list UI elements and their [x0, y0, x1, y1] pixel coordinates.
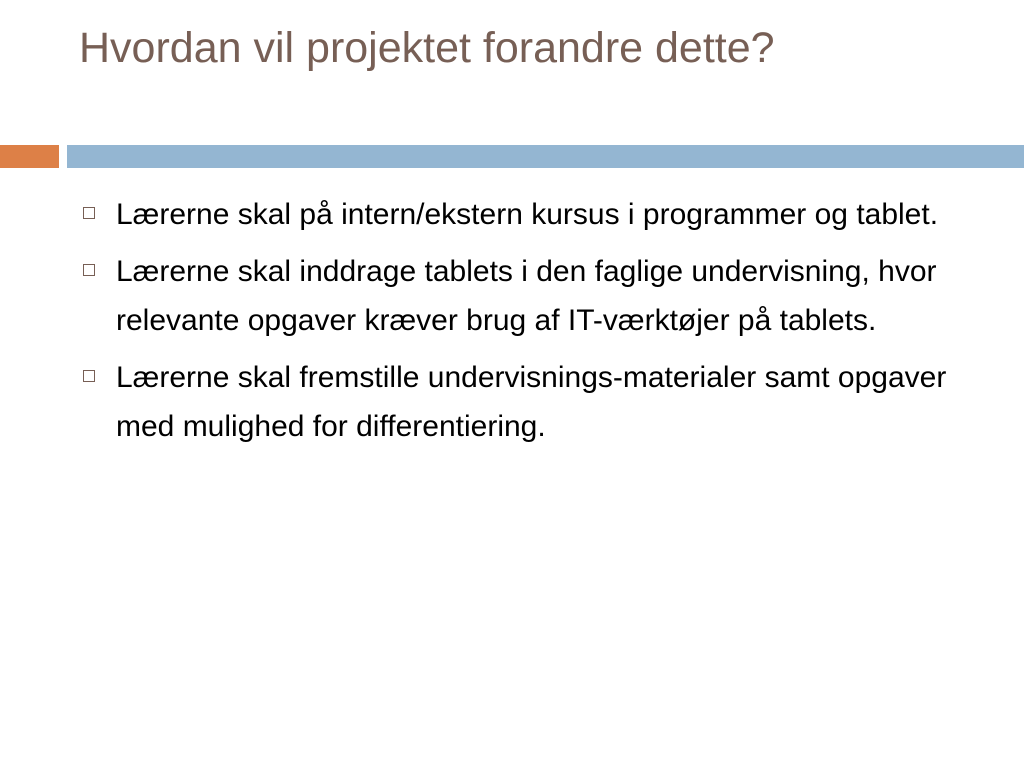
bullet-square-icon [83, 370, 95, 382]
bullet-text: Lærerne skal fremstille undervisnings-materialer samt opgaver med mulighed for differentiering. [116, 361, 947, 443]
bullet-square-icon [83, 207, 95, 219]
bullet-text: Lærerne skal på intern/ekstern kursus i programmer og tablet. [116, 198, 939, 231]
accent-bar-orange [0, 145, 59, 168]
bullet-square-icon [83, 264, 95, 276]
bullet-list [80, 190, 985, 459]
slide-title: Hvordan vil projektet forandre dette? [79, 24, 775, 72]
bullet-item [80, 190, 985, 239]
bullet-text: Lærerne skal inddrage tablets i den faglige undervisning, hvor relevante opgaver kræver brug af IT-værktøjer på tablets. [116, 255, 937, 337]
bullet-item [80, 247, 985, 345]
accent-bar-blue [67, 145, 1024, 168]
bullet-item [80, 353, 985, 451]
